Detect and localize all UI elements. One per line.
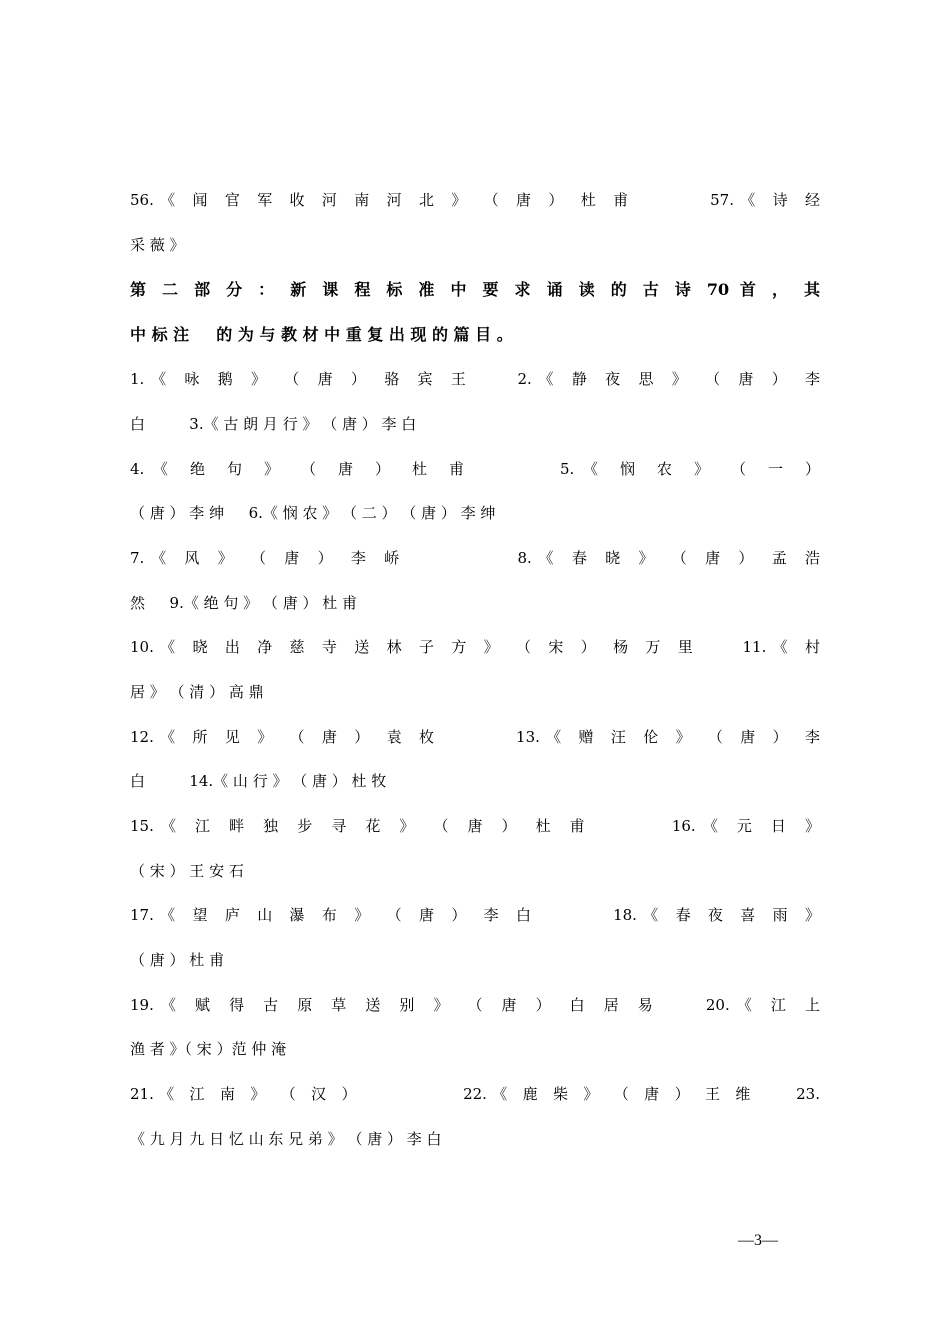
text-line-12: 居 》 （ 清 ） 高 鼎 bbox=[130, 683, 264, 701]
section-heading-line-1: 第 二 部 分 ： 新 课 程 标 准 中 要 求 诵 读 的 古 诗 70 首 ， 其 bbox=[130, 280, 820, 299]
text-line-6: 白 3.《 古 朗 月 行 》 （ 唐 ） 李 白 bbox=[130, 415, 417, 433]
text-line-13: 12.《 所 见 》 （ 唐 ） 袁 枚 13.《 赠 汪 伦 》 （ 唐 ） 李 bbox=[130, 728, 820, 746]
text-line-18: （ 唐 ） 杜 甫 bbox=[130, 951, 225, 969]
text-line-11: 10.《 晓 出 净 慈 寺 送 林 子 方 》 （ 宋 ） 杨 万 里 11.《 村 bbox=[130, 638, 820, 656]
text-line-14: 白 14.《 山 行 》 （ 唐 ） 杜 牧 bbox=[130, 772, 387, 790]
text-line-22: 《 九 月 九 日 忆 山 东 兄 弟 》 （ 唐 ） 李 白 bbox=[130, 1130, 442, 1148]
text-line-5: 1.《 咏 鹅 》 （ 唐 ） 骆 宾 王 2.《 静 夜 思 》 （ 唐 ） 李 bbox=[130, 370, 820, 388]
text-line-8: （ 唐 ） 李 绅 6.《 悯 农 》 （ 二 ） （ 唐 ） 李 绅 bbox=[130, 504, 496, 522]
text-line-16: （ 宋 ） 王 安 石 bbox=[130, 862, 244, 880]
text-line-9: 7.《 风 》 （ 唐 ） 李 峤 8.《 春 晓 》 （ 唐 ） 孟 浩 bbox=[130, 549, 820, 567]
text-line-15: 15.《 江 畔 独 步 寻 花 》 （ 唐 ） 杜 甫 16.《 元 日 》 bbox=[130, 817, 820, 835]
section-heading-line-2: 中 标 注 的 为 与 教 材 中 重 复 出 现 的 篇 目 。 bbox=[130, 325, 513, 344]
text-line-7: 4.《 绝 句 》 （ 唐 ） 杜 甫 5.《 悯 农 》 （ 一 ） bbox=[130, 460, 820, 478]
text-line-17: 17.《 望 庐 山 瀑 布 》 （ 唐 ） 李 白 18.《 春 夜 喜 雨 》 bbox=[130, 906, 820, 924]
text-line-2: 采 薇 》 bbox=[130, 236, 185, 254]
text-line-20: 渔 者 》（ 宋 ）范 仲 淹 bbox=[130, 1040, 287, 1058]
text-line-19: 19.《 赋 得 古 原 草 送 别 》 （ 唐 ） 白 居 易 20.《 江 上 bbox=[130, 996, 820, 1014]
text-line-1: 56.《 闻 官 军 收 河 南 河 北 》 （ 唐 ） 杜 甫 57.《 诗 经 bbox=[130, 191, 820, 209]
text-line-21: 21.《 江 南 》 （ 汉 ） 22.《 鹿 柴 》 （ 唐 ） 王 维 23. bbox=[130, 1085, 820, 1103]
text-line-10: 然 9.《 绝 句 》 （ 唐 ） 杜 甫 bbox=[130, 594, 357, 612]
page-number: —3— bbox=[738, 1232, 778, 1249]
